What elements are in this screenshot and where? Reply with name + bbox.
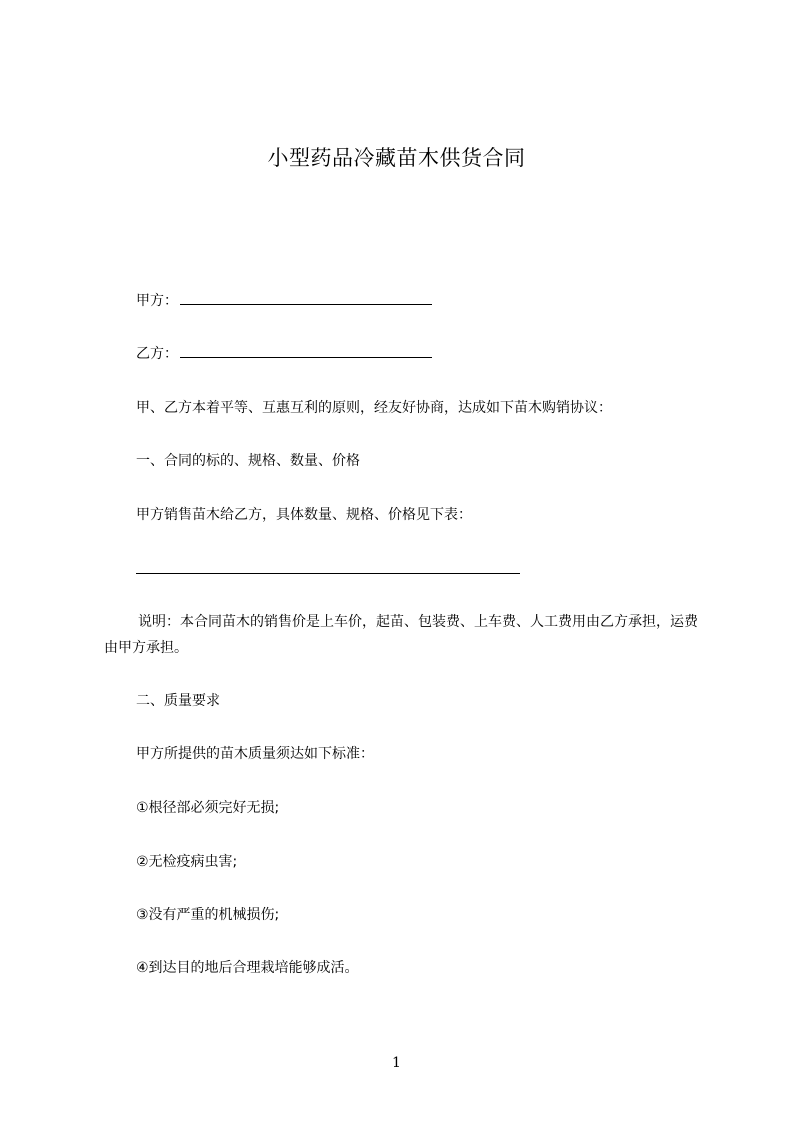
party-b-line — [136, 343, 432, 364]
intro-paragraph: 甲、乙方本着平等、互惠互利的原则，经友好协商，达成如下苗木购销协议： — [136, 400, 612, 416]
section2-text: 甲方所提供的苗木质量须达如下标准： — [136, 746, 374, 762]
party-a-label: 甲方： — [136, 293, 178, 309]
requirement-item: ①根径部必须完好无损; — [136, 800, 280, 816]
note-paragraph: 说明：本合同苗木的销售价是上车价，起苗、包装费、上车费、人工费用由乙方承担，运费由甲方承担。 — [104, 614, 698, 656]
section1-text: 甲方销售苗木给乙方，具体数量、规格、价格见下表： — [136, 507, 472, 523]
table-blank-line — [136, 573, 520, 574]
party-b-label: 乙方： — [136, 346, 178, 362]
requirement-item: ③没有严重的机械损伤; — [136, 907, 280, 923]
party-b-blank — [180, 343, 432, 358]
page-number: 1 — [392, 1055, 401, 1071]
party-a-line — [136, 290, 432, 311]
requirement-item: ②无检疫病虫害; — [136, 854, 238, 870]
requirement-item: ④到达目的地后合理栽培能够成活。 — [136, 960, 359, 976]
document-title: 小型药品冷藏苗木供货合同 — [267, 146, 526, 170]
party-a-blank — [180, 290, 432, 305]
section1-heading: 一、合同的标的、规格、数量、价格 — [136, 453, 360, 469]
section2-heading: 二、质量要求 — [136, 693, 220, 709]
